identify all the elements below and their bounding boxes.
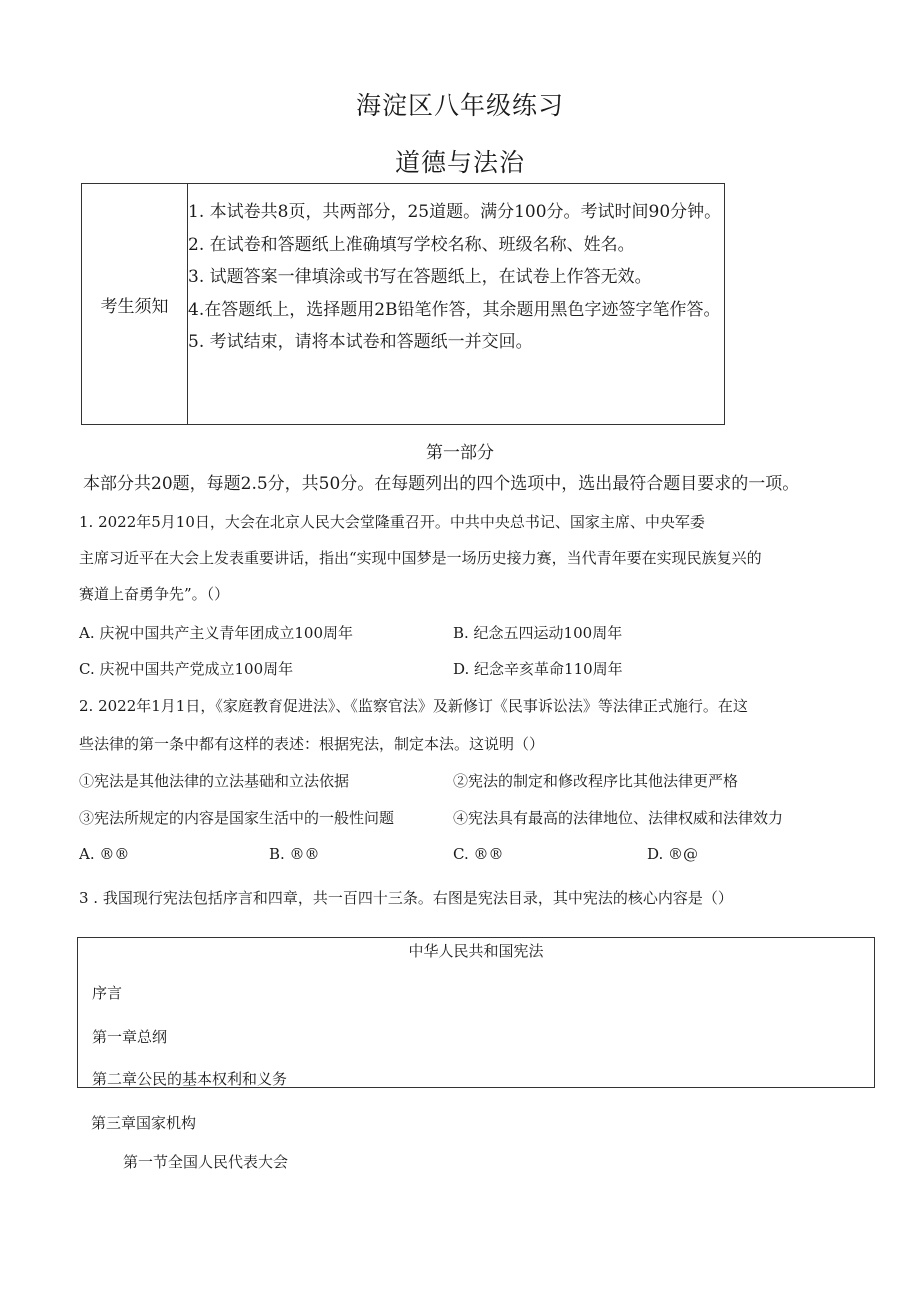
toc-row-chapter2: 第二章公民的基本权利和义务	[92, 1070, 288, 1088]
notice-item-1: 1. 本试卷共8页，共两部分，25道题。满分100分。考试时间90分钟。	[188, 202, 722, 222]
part1-heading: 第一部分	[426, 443, 494, 463]
q1-option-b: B. 纪念五四运动100周年	[453, 624, 623, 642]
q1-option-c: C. 庆祝中国共产党成立100周年	[79, 660, 294, 678]
toc-row-chapter3: 第三章国家机构	[91, 1114, 197, 1132]
q2-line1: 2. 2022年1月1日，《家庭教育促进法》、《监察官法》及新修订《民事诉讼法》等法律正式施行。在这	[79, 697, 748, 715]
notice-item-4: 4.在答题纸上，选择题用2B铅笔作答，其余题用黑色字迹签字笔作答。	[188, 299, 721, 320]
notice-table	[81, 183, 725, 425]
toc-row-section1: 第一节全国人民代表大会	[123, 1153, 289, 1171]
notice-label: 考生须知	[82, 184, 188, 424]
q1-line3: 赛道上奋勇争先”。（）	[79, 585, 230, 603]
q1-option-a: A. 庆祝中国共产主义青年团成立100周年	[79, 624, 354, 642]
q3-line1: 3 . 我国现行宪法包括序言和四章，共一百四十三条。右图是宪法目录，其中宪法的核心内容是（）	[79, 889, 733, 907]
q2-option-b: B. ®®	[269, 845, 320, 863]
subject-title: 道德与法治	[394, 148, 525, 177]
notice-item-5: 5. 考试结束，请将本试卷和答题纸一并交回。	[188, 332, 533, 352]
q2-option-c: C. ®®	[453, 845, 504, 863]
toc-title: 中华人民共和国宪法	[408, 942, 544, 960]
toc-row-chapter1: 第一章总纲	[92, 1028, 168, 1046]
notice-item-3: 3. 试题答案一律填涂或书写在答题纸上，在试卷上作答无效。	[188, 267, 652, 287]
q2-option-a: A. ®®	[79, 845, 130, 863]
constitution-toc-box	[77, 937, 875, 1088]
q1-line2: 主席习近平在大会上发表重要讲话，指出“实现中国梦是一场历史接力赛，当代青年要在实现民族复兴的	[79, 549, 762, 567]
q1-line1: 1. 2022年5月10日，大会在北京人民大会堂隆重召开。中共中央总书记、国家主席、中央军委	[79, 513, 705, 531]
q2-option-d: D. ®@	[647, 845, 699, 863]
q2-statement-2: ②宪法的制定和修改程序比其他法律更严格	[453, 772, 739, 790]
q2-line2: 些法律的第一条中都有这样的表述：根据宪法，制定本法。这说明（）	[79, 735, 545, 753]
q1-option-d: D. 纪念辛亥革命110周年	[453, 660, 623, 678]
notice-items	[188, 196, 724, 359]
exam-title: 海淀区八年级练习	[355, 91, 564, 120]
toc-row-preamble: 序言	[92, 984, 123, 1002]
q2-statement-4: ④宪法具有最高的法律地位、法律权威和法律效力	[453, 809, 784, 827]
part1-intro: 本部分共20题，每题2.5分，共50分。在每题列出的四个选项中，选出最符合题目要求的一项。	[83, 474, 800, 494]
notice-item-2: 2. 在试卷和答题纸上准确填写学校名称、班级名称、姓名。	[188, 234, 635, 255]
q2-statement-3: ③宪法所规定的内容是国家生活中的一般性问题	[79, 809, 395, 827]
q2-statement-1: ①宪法是其他法律的立法基础和立法依据	[79, 772, 350, 790]
